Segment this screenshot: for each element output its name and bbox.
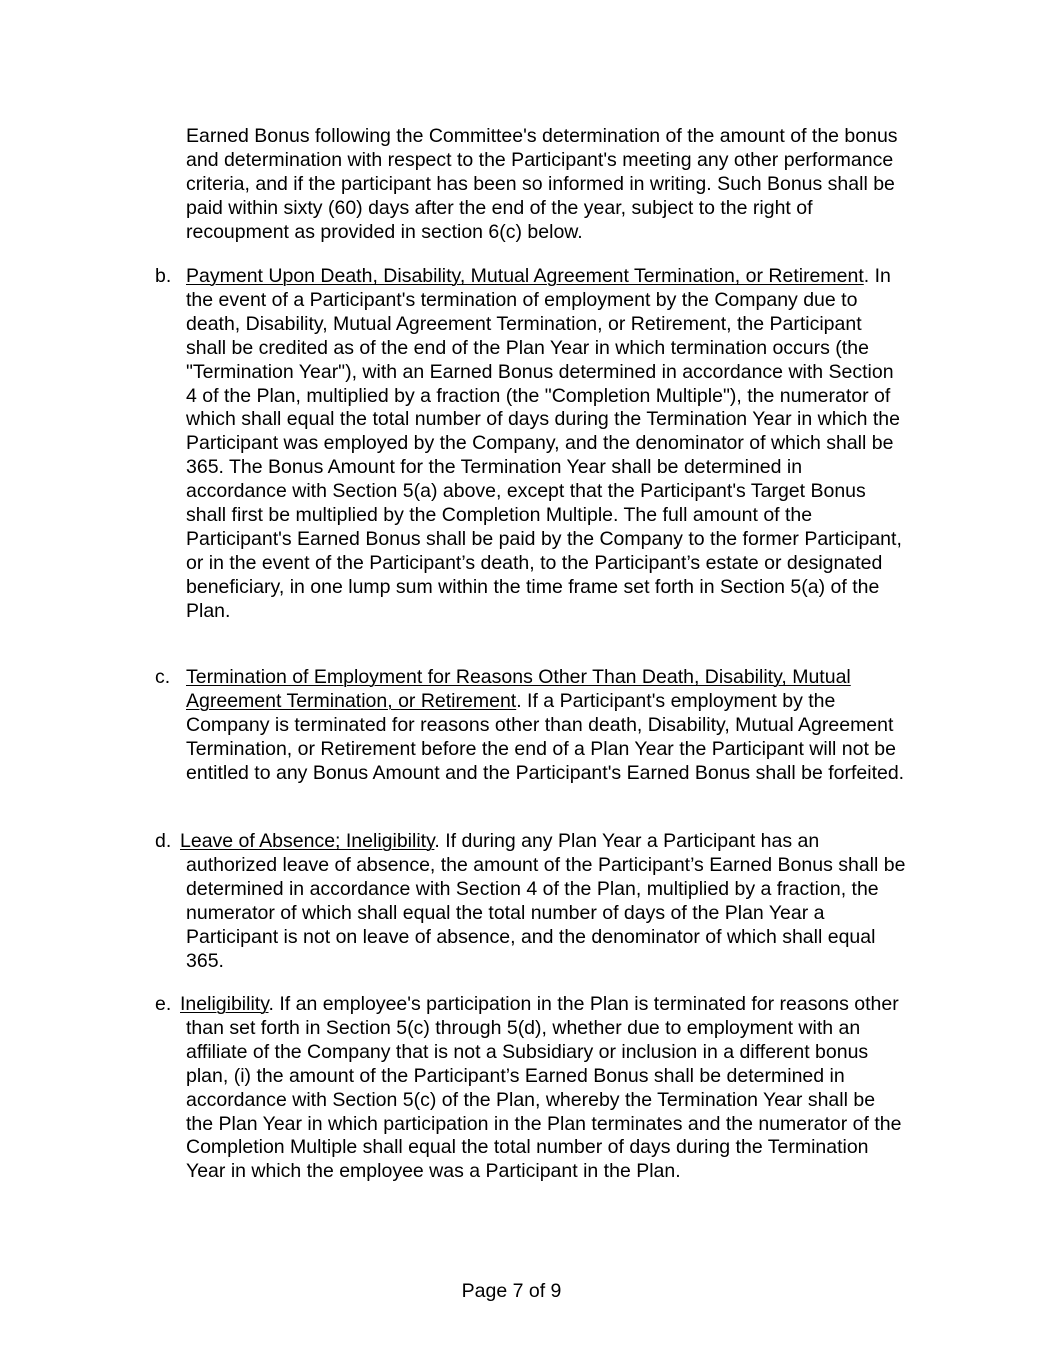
- item-body: [180, 830, 906, 973]
- item-heading: Leave of Absence; Ineligibility: [180, 830, 435, 852]
- item-body: [180, 993, 906, 1184]
- page-number-footer: Page 7 of 9: [461, 1280, 562, 1302]
- item-text: . If an employee's participation in the Plan is terminated for reasons other than set forth in Section 5(c) through 5(d), whether due to employment with an affiliate of the Company that is not a Subsidiary or inclusion in a different bonus plan, (i) the amount of the Participant’s Earned Bonus shall be determined in accordance with Section 5(c) of the Plan, whereby the Termination Year shall be the Plan Year in which participation in the Plan terminates and the numerator of the Completion Multiple shall equal the total number of days during the Termination Year in which the employee was a Participant in the Plan.: [186, 993, 902, 1183]
- item-marker: c.: [155, 666, 171, 688]
- item-body: [186, 265, 906, 624]
- item-heading: Payment Upon Death, Disability, Mutual Agreement Termination, or Retirement: [186, 265, 864, 287]
- section-item-e: [155, 993, 906, 1184]
- section-item-d: [155, 830, 906, 973]
- item-heading: Ineligibility: [180, 993, 269, 1015]
- item-marker: d.: [155, 830, 172, 852]
- section-item-b: [155, 265, 906, 624]
- item-text: . If during any Plan Year a Participant has an authorized leave of absence, the amount of the Participant’s Earned Bonus shall be determined in accordance with Section 4 of the Plan, multiplied by a fraction, the numerator of which shall equal the total number of days of the Plan Year a Participant is not on leave of absence, and the denominator of which shall equal 365.: [186, 830, 906, 972]
- item-marker: b.: [155, 265, 172, 287]
- section-item-c: [155, 666, 906, 786]
- item-body: [186, 666, 906, 786]
- intro-paragraph: Earned Bonus following the Committee's determination of the amount of the bonus and determination with respect to the Participant's meeting any other performance criteria, and if the participant has been so informed in writing. Such Bonus shall be paid within sixty (60) days after the end of the year, subject to the right of recoupment as provided in section 6(c) below.: [186, 125, 898, 243]
- item-heading: Termination of Employment for Reasons Other Than Death, Disability, Mutual Agreement Termination, or Retirement: [186, 666, 851, 712]
- item-text: . In the event of a Participant's termination of employment by the Company due to death, Disability, Mutual Agreement Termination, or Retirement, the Participant shall be credited as of the end of the Plan Year in which termination occurs (the "Termination Year"), with an Earned Bonus determined in accordance with Section 4 of the Plan, multiplied by a fraction (the "Completion Multiple"), the numerator of which shall equal the total number of days during the Termination Year in which the Participant was employed by the Company, and the denominator of which shall be 365. The Bonus Amount for the Termination Year shall be determined in accordance with Section 5(a) above, except that the Participant's Target Bonus shall first be multiplied by the Completion Multiple. The full amount of the Participant's Earned Bonus shall be paid by the Company to the former Participant, or in the event of the Participant’s death, to the Participant’s estate or designated beneficiary, in one lump sum within the time frame set forth in Section 5(a) of the Plan.: [186, 265, 902, 622]
- item-marker: e.: [155, 993, 172, 1015]
- item-text: . If a Participant's employment by the Company is terminated for reasons other than death, Disability, Mutual Agreement Termination, or Retirement before the end of a Plan Year the Participant will not be entitled to any Bonus Amount and the Participant's Earned Bonus shall be forfeited.: [186, 689, 905, 784]
